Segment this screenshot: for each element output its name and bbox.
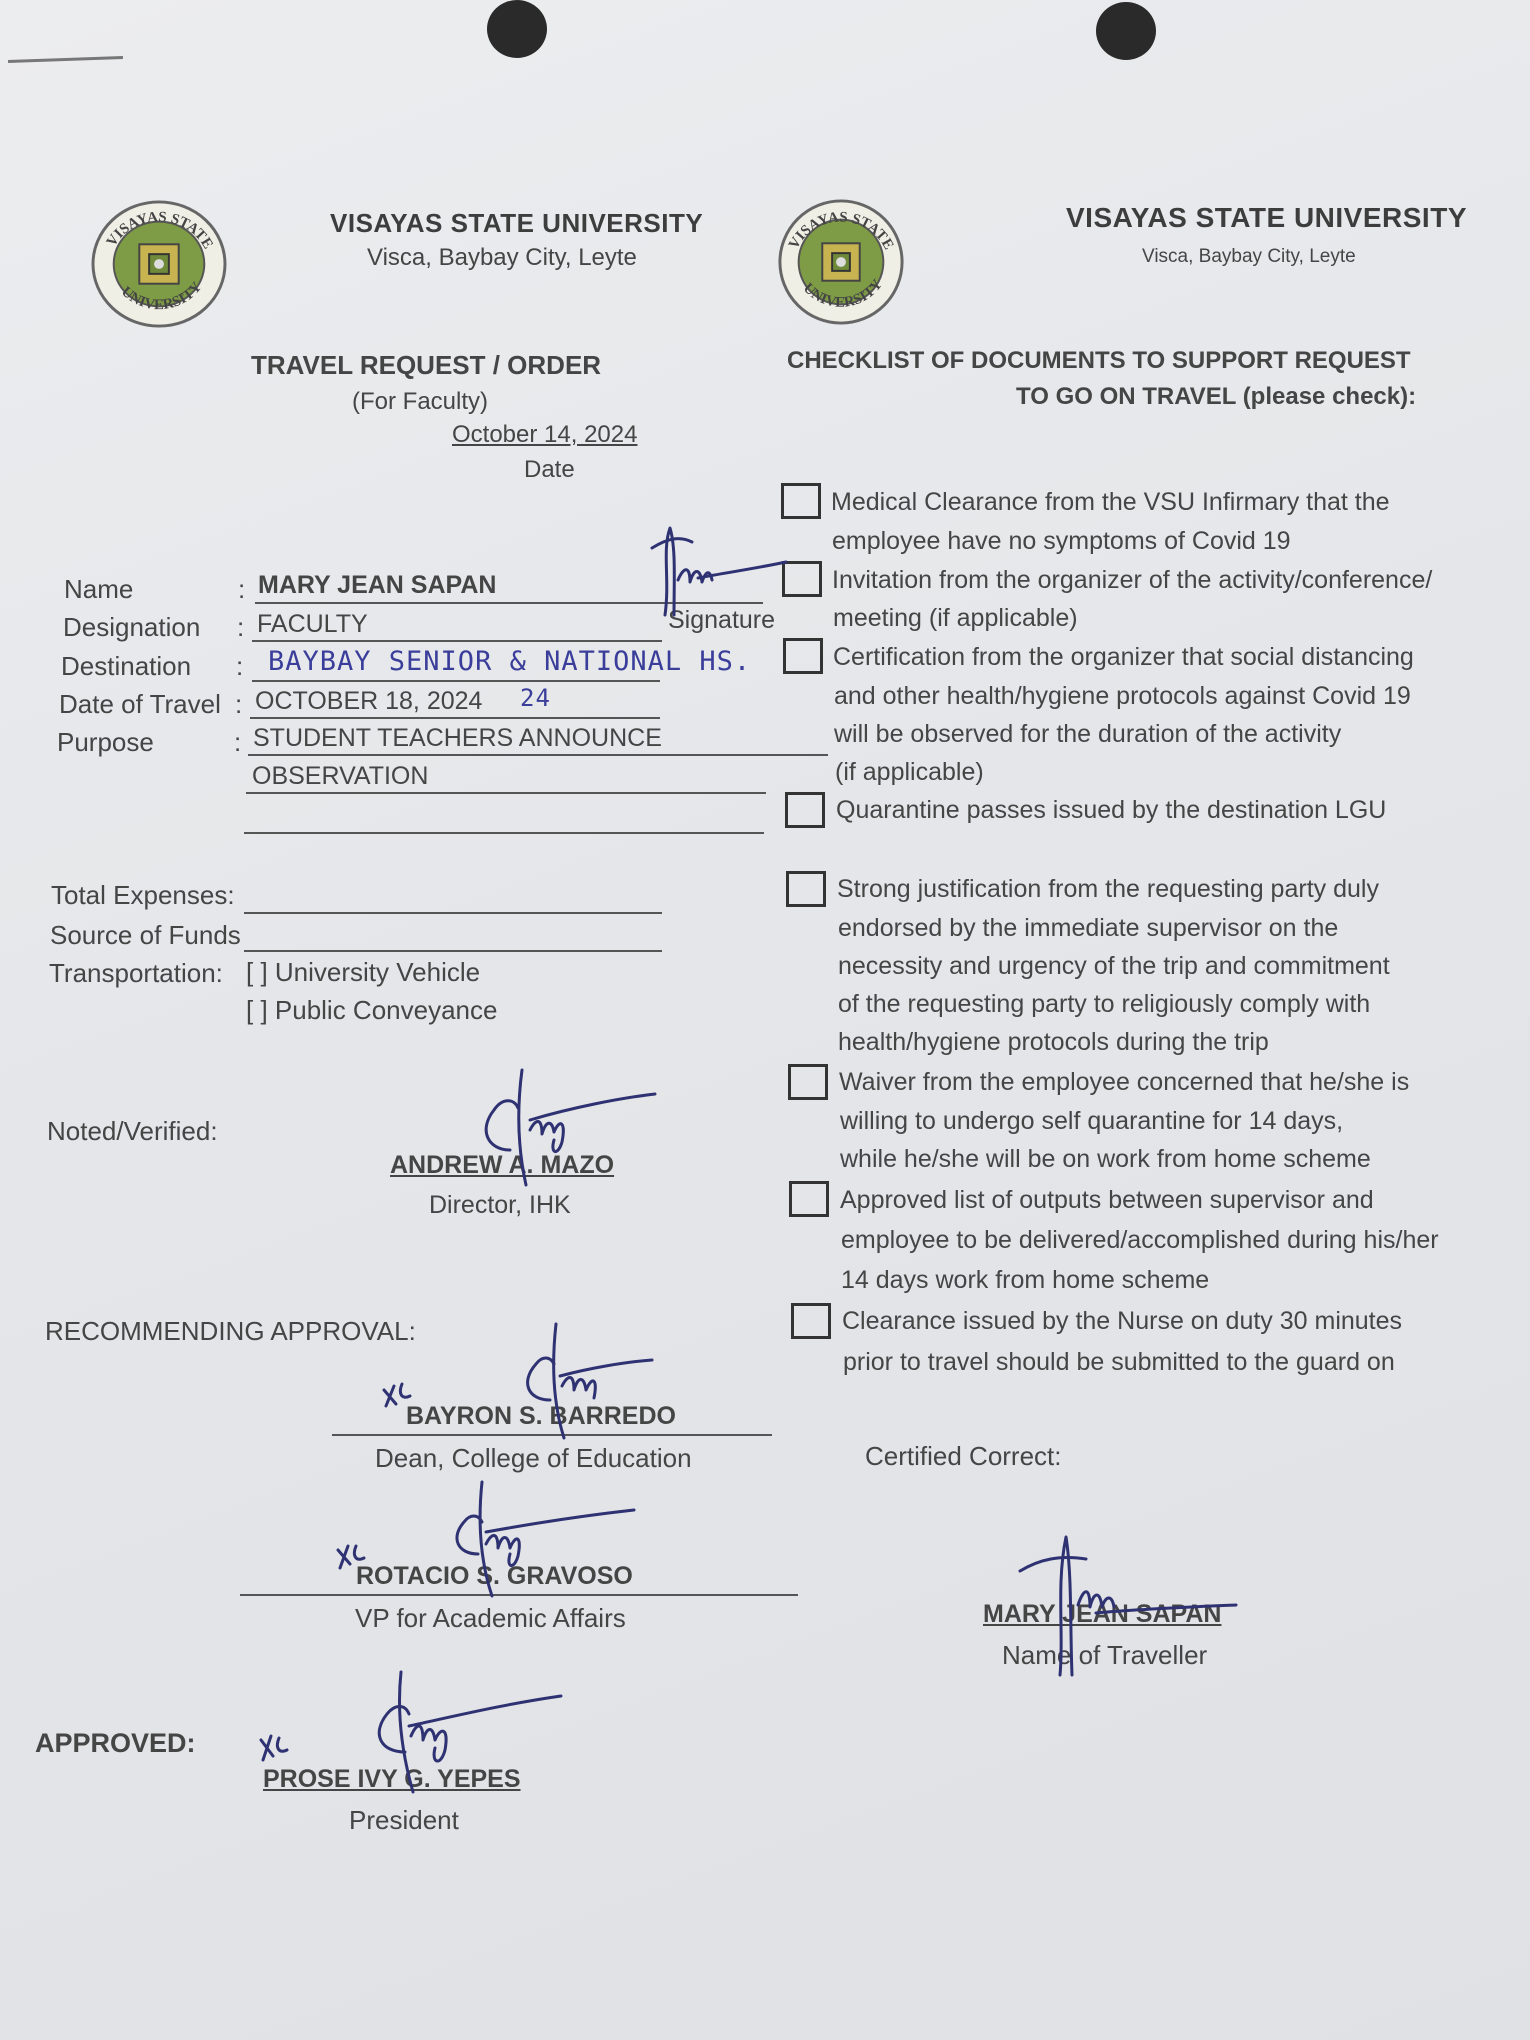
total-expenses-underline xyxy=(244,912,662,914)
noted-signatory-title: Director, IHK xyxy=(429,1191,571,1219)
checklist-item-1-line-2: employee have no symptoms of Covid 19 xyxy=(832,527,1291,555)
checklist-item-3-line-4: (if applicable) xyxy=(835,758,984,786)
form-title: TRAVEL REQUEST / ORDER xyxy=(251,350,602,380)
approved-label: APPROVED: xyxy=(35,1728,196,1758)
university-seal-right xyxy=(772,196,910,328)
right-university-name: VISAYAS STATE UNIVERSITY xyxy=(1066,202,1467,233)
rec1-signature xyxy=(380,1320,660,1440)
form-subtitle: (For Faculty) xyxy=(352,388,489,415)
checklist-checkbox-4[interactable] xyxy=(785,792,825,828)
transport-option-public-conveyance[interactable]: [ ] Public Conveyance xyxy=(246,995,498,1025)
designation-underline xyxy=(252,640,662,642)
destination-underline xyxy=(252,680,660,682)
purpose-underline-2 xyxy=(246,792,766,794)
name-value: MARY JEAN SAPAN xyxy=(258,571,497,599)
checklist-item-5-line-2: endorsed by the immediate supervisor on the xyxy=(838,914,1339,942)
checklist-item-5-line-3: necessity and urgency of the trip and commitment xyxy=(838,952,1390,980)
traveller-name-label: Name of Traveller xyxy=(1002,1640,1208,1670)
left-university-name: VISAYAS STATE UNIVERSITY xyxy=(330,208,704,238)
svg-text:VISAYAS STATE: VISAYAS STATE xyxy=(785,209,897,253)
traveller-signature xyxy=(1000,1525,1240,1685)
rec2-signature xyxy=(330,1480,650,1600)
checklist-checkbox-1[interactable] xyxy=(781,483,821,519)
checklist-checkbox-6[interactable] xyxy=(788,1064,828,1100)
checklist-item-2-line-2: meeting (if applicable) xyxy=(833,604,1078,632)
transport-option-university-vehicle[interactable]: [ ] University Vehicle xyxy=(246,957,481,987)
university-seal-left xyxy=(90,198,228,330)
checklist-item-3-line-2: and other health/hygiene protocols against Covid 19 xyxy=(834,682,1411,710)
signature-label: Signature xyxy=(668,606,776,634)
form-date-value: October 14, 2024 xyxy=(452,421,638,448)
checklist-item-4-line-1: Quarantine passes issued by the destination LGU xyxy=(836,796,1387,824)
svg-text:VISAYAS STATE: VISAYAS STATE xyxy=(103,209,216,252)
destination-colon: : xyxy=(236,651,244,681)
name-label: Name xyxy=(64,574,134,604)
checklist-item-7-line-1: Approved list of outputs between supervisor and xyxy=(840,1186,1374,1214)
checklist-item-3-line-1: Certification from the organizer that social distancing xyxy=(833,643,1414,671)
date-of-travel-colon: : xyxy=(235,689,243,719)
noted-verified-label: Noted/Verified: xyxy=(47,1116,218,1146)
recommending-approval-label: RECOMMENDING APPROVAL: xyxy=(45,1316,416,1346)
applicant-signature xyxy=(640,520,790,630)
rec2-signatory-name: ROTACIO S. GRAVOSO xyxy=(356,1562,633,1590)
purpose-label: Purpose xyxy=(57,727,154,757)
checklist-item-6-line-2: willing to undergo self quarantine for 14 days, xyxy=(840,1107,1344,1135)
checklist-checkbox-8[interactable] xyxy=(791,1303,831,1339)
checklist-item-1-line-1: Medical Clearance from the VSU Infirmary that the xyxy=(831,488,1390,516)
checklist-item-8-line-1: Clearance issued by the Nurse on duty 30 minutes xyxy=(842,1307,1403,1335)
checklist-item-6-line-3: while he/she will be on work from home scheme xyxy=(840,1145,1371,1173)
approved-signatory-title: President xyxy=(349,1805,459,1835)
checklist-item-7-line-2: employee to be delivered/accomplished during his/her xyxy=(841,1226,1439,1254)
noted-signature xyxy=(470,1060,660,1190)
checklist-item-6-line-1: Waiver from the employee concerned that he/she is xyxy=(839,1068,1410,1096)
certified-correct-label: Certified Correct: xyxy=(865,1441,1062,1471)
purpose-value-line-1: STUDENT TEACHERS ANNOUNCE xyxy=(253,724,662,752)
right-university-address: Visca, Baybay City, Leyte xyxy=(1142,246,1356,267)
rec1-signatory-title: Dean, College of Education xyxy=(375,1443,692,1473)
punch-hole-left xyxy=(487,0,547,58)
designation-value: FACULTY xyxy=(257,610,368,638)
svg-text:UNIVERSITY: UNIVERSITY xyxy=(799,276,886,311)
purpose-colon: : xyxy=(234,727,242,757)
designation-label: Designation xyxy=(63,612,201,642)
checklist-item-2-line-1: Invitation from the organizer of the activity/conference/ xyxy=(832,566,1433,594)
approved-signatory-name: PROSE IVY G. YEPES xyxy=(263,1765,521,1793)
svg-text:UNIVERSITY: UNIVERSITY xyxy=(117,279,206,314)
source-of-funds-underline xyxy=(244,950,662,952)
punch-hole-right xyxy=(1096,2,1156,60)
checklist-item-5-line-4: of the requesting party to religiously comply with xyxy=(838,990,1371,1018)
checklist-checkbox-7[interactable] xyxy=(789,1181,829,1217)
name-colon: : xyxy=(238,574,246,604)
rec1-signatory-name: BAYRON S. BARREDO xyxy=(406,1402,676,1430)
checklist-item-7-line-3: 14 days work from home scheme xyxy=(841,1266,1210,1294)
stray-pencil-mark xyxy=(8,56,123,63)
noted-signatory-name: ANDREW A. MAZO xyxy=(390,1151,615,1179)
date-of-travel-value: OCTOBER 18, 2024 xyxy=(255,687,483,715)
checklist-item-3-line-3: will be observed for the duration of the activity xyxy=(834,720,1342,748)
date-of-travel-label: Date of Travel xyxy=(59,689,221,719)
transportation-label: Transportation: xyxy=(49,958,223,988)
date-of-travel-handwritten: 24 xyxy=(520,684,551,712)
checklist-item-5-line-5: health/hygiene protocols during the trip xyxy=(838,1028,1269,1056)
checklist-checkbox-5[interactable] xyxy=(786,871,826,907)
form-date-label: Date xyxy=(524,456,575,483)
checklist-item-5-line-1: Strong justification from the requesting party duly xyxy=(837,875,1379,903)
designation-colon: : xyxy=(237,612,245,642)
destination-value-handwritten: BAYBAY SENIOR & NATIONAL HS. xyxy=(268,646,752,677)
source-of-funds-label: Source of Funds xyxy=(50,920,241,950)
destination-label: Destination xyxy=(61,651,192,681)
approved-signature xyxy=(255,1670,575,1800)
checklist-item-8-line-2: prior to travel should be submitted to the guard on xyxy=(843,1348,1395,1376)
rec2-signatory-title: VP for Academic Affairs xyxy=(355,1603,626,1633)
checklist-title-line-1: CHECKLIST OF DOCUMENTS TO SUPPORT REQUEST xyxy=(787,347,1411,374)
total-expenses-label: Total Expenses: xyxy=(51,880,235,910)
checklist-title-line-2: TO GO ON TRAVEL (please check): xyxy=(1016,383,1417,410)
purpose-underline-1 xyxy=(248,754,828,756)
date-of-travel-underline xyxy=(250,717,660,719)
purpose-underline-3 xyxy=(244,832,764,834)
left-university-address: Visca, Baybay City, Leyte xyxy=(367,244,637,271)
traveller-name: MARY JEAN SAPAN xyxy=(983,1600,1222,1628)
purpose-value-line-2: OBSERVATION xyxy=(252,762,429,790)
checklist-checkbox-3[interactable] xyxy=(783,638,823,674)
